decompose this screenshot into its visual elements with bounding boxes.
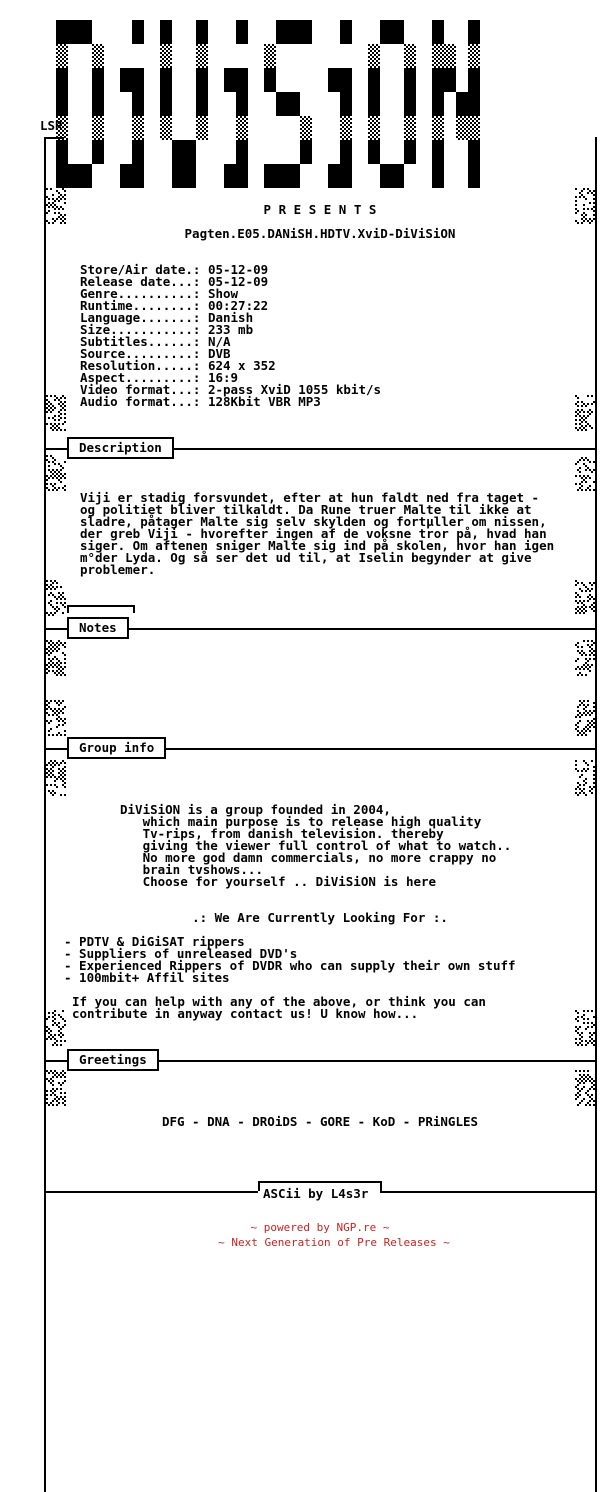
looking-for-title: .: We Are Currently Looking For :. <box>192 910 448 925</box>
text-line: DiViSiON is a group founded in 2004, <box>120 802 391 817</box>
info-label: Release date...: <box>80 274 208 289</box>
info-label: Aspect.........: <box>80 370 208 385</box>
dither-decoration <box>46 1070 66 1106</box>
text-line: m°der Lyda. Og så ser det ud til, at Iselin begynder at give <box>80 550 532 565</box>
dither-decoration <box>46 188 66 224</box>
section-label-description: Description <box>67 437 174 459</box>
info-label: Size...........: <box>80 322 208 337</box>
dither-decoration <box>575 760 595 796</box>
info-value: Danish <box>207 310 254 325</box>
dither-decoration <box>46 1010 66 1046</box>
release-info-table <box>80 264 381 408</box>
dither-decoration <box>575 395 595 431</box>
info-row <box>80 396 381 408</box>
info-value: 2-pass XviD 1055 kbit/s <box>207 382 382 397</box>
dither-decoration <box>575 1070 595 1106</box>
text-line: Choose for yourself .. DiViSiON is here <box>120 874 437 889</box>
text-line: - Experienced Rippers of DVDR who can supply their own stuff <box>64 958 516 973</box>
info-label: Source.........: <box>80 346 208 361</box>
text-line: If you can help with any of the above, or think you can <box>72 994 486 1009</box>
dither-decoration <box>575 455 595 491</box>
dither-decoration <box>46 640 66 676</box>
text-line: - Suppliers of unreleased DVD's <box>64 946 298 961</box>
frame-bottom-left <box>44 1191 258 1193</box>
looking-for-list <box>64 936 516 984</box>
dither-decoration <box>575 700 595 736</box>
info-label: Language.......: <box>80 310 208 325</box>
dither-decoration <box>575 580 595 616</box>
release-name: Pagten.E05.DANiSH.HDTV.XviD-DiViSiON <box>184 226 456 241</box>
logo-corner-tag: LSR <box>40 118 63 133</box>
text-line: - PDTV & DiGiSAT rippers <box>64 934 245 949</box>
division-logo <box>0 0 608 200</box>
frame-right <box>595 137 597 1492</box>
info-label: Store/Air date.: <box>80 262 208 277</box>
info-value: DVB <box>207 346 231 361</box>
info-value: Show <box>207 286 239 301</box>
text-line: problemer. <box>80 562 156 577</box>
frame-top-left <box>44 137 64 139</box>
text-line: brain tvshows... <box>120 862 263 877</box>
text-line: og politiet bliver tilkaldt. Da Rune truer Malte til ikke at <box>80 502 532 517</box>
text-line: der greb Viji - hvorefter ingen af de voksne tror på, hvad han <box>80 526 547 541</box>
info-value: 624 x 352 <box>207 358 276 373</box>
contact-text <box>72 996 486 1020</box>
dither-decoration <box>46 760 66 796</box>
description-text <box>80 492 554 576</box>
info-label: Resolution.....: <box>80 358 208 373</box>
section-label-greetings: Greetings <box>67 1049 159 1071</box>
text-line: giving the viewer full control of what to watch.. <box>120 838 512 853</box>
text-line: - 100mbit+ Affil sites <box>64 970 230 985</box>
text-line: contribute in anyway contact us! U know how... <box>72 1006 419 1021</box>
presents-text: P R E S E N T S <box>263 202 377 217</box>
info-value: N/A <box>207 334 231 349</box>
greetings-text: DFG - DNA - DROiDS - GORE - KoD - PRiNGLES <box>161 1114 479 1129</box>
footer-tagline: ~ Next Generation of Pre Releases ~ <box>218 1236 450 1249</box>
text-line: which main purpose is to release high quality <box>120 814 482 829</box>
frame-bottom-right <box>380 1191 597 1193</box>
text-line: Tv-rips, from danish television. thereby <box>120 826 444 841</box>
info-label: Subtitles......: <box>80 334 208 349</box>
info-label: Video format...: <box>80 382 208 397</box>
text-line: Viji er stadig forsvundet, efter at hun faldt ned fra taget - <box>80 490 540 505</box>
dither-decoration <box>46 455 66 491</box>
ascii-credit: ASCii by L4s3r <box>263 1186 369 1201</box>
info-value: 05-12-09 <box>207 262 269 277</box>
dither-decoration <box>575 1010 595 1046</box>
info-value: 00:27:22 <box>207 298 269 313</box>
info-value: 05-12-09 <box>207 274 269 289</box>
dither-decoration <box>575 188 595 224</box>
text-line: No more god damn commercials, no more crappy no <box>120 850 497 865</box>
dither-decoration <box>46 700 66 736</box>
notes-tab-cap <box>67 605 135 613</box>
dither-decoration <box>575 640 595 676</box>
section-label-notes: Notes <box>67 617 129 639</box>
dither-decoration <box>46 580 66 616</box>
group-info-text <box>120 804 511 888</box>
info-value: 128Kbit VBR MP3 <box>207 394 321 409</box>
info-value: 233 mb <box>207 322 254 337</box>
text-line: siger. Om aftenen sniger Malte sig ind på skolen, hvor han igen <box>80 538 555 553</box>
footer-powered: ~ powered by NGP.re ~ <box>250 1221 390 1234</box>
text-line: sladre, påtager Malte sig selv skylden og fortµller om nissen, <box>80 514 547 529</box>
frame-left <box>44 137 46 1492</box>
section-label-group-info: Group info <box>67 737 166 759</box>
dither-decoration <box>46 395 66 431</box>
info-label: Audio format...: <box>80 394 208 409</box>
info-label: Runtime........: <box>80 298 208 313</box>
info-value: 16:9 <box>207 370 239 385</box>
info-label: Genre..........: <box>80 286 208 301</box>
